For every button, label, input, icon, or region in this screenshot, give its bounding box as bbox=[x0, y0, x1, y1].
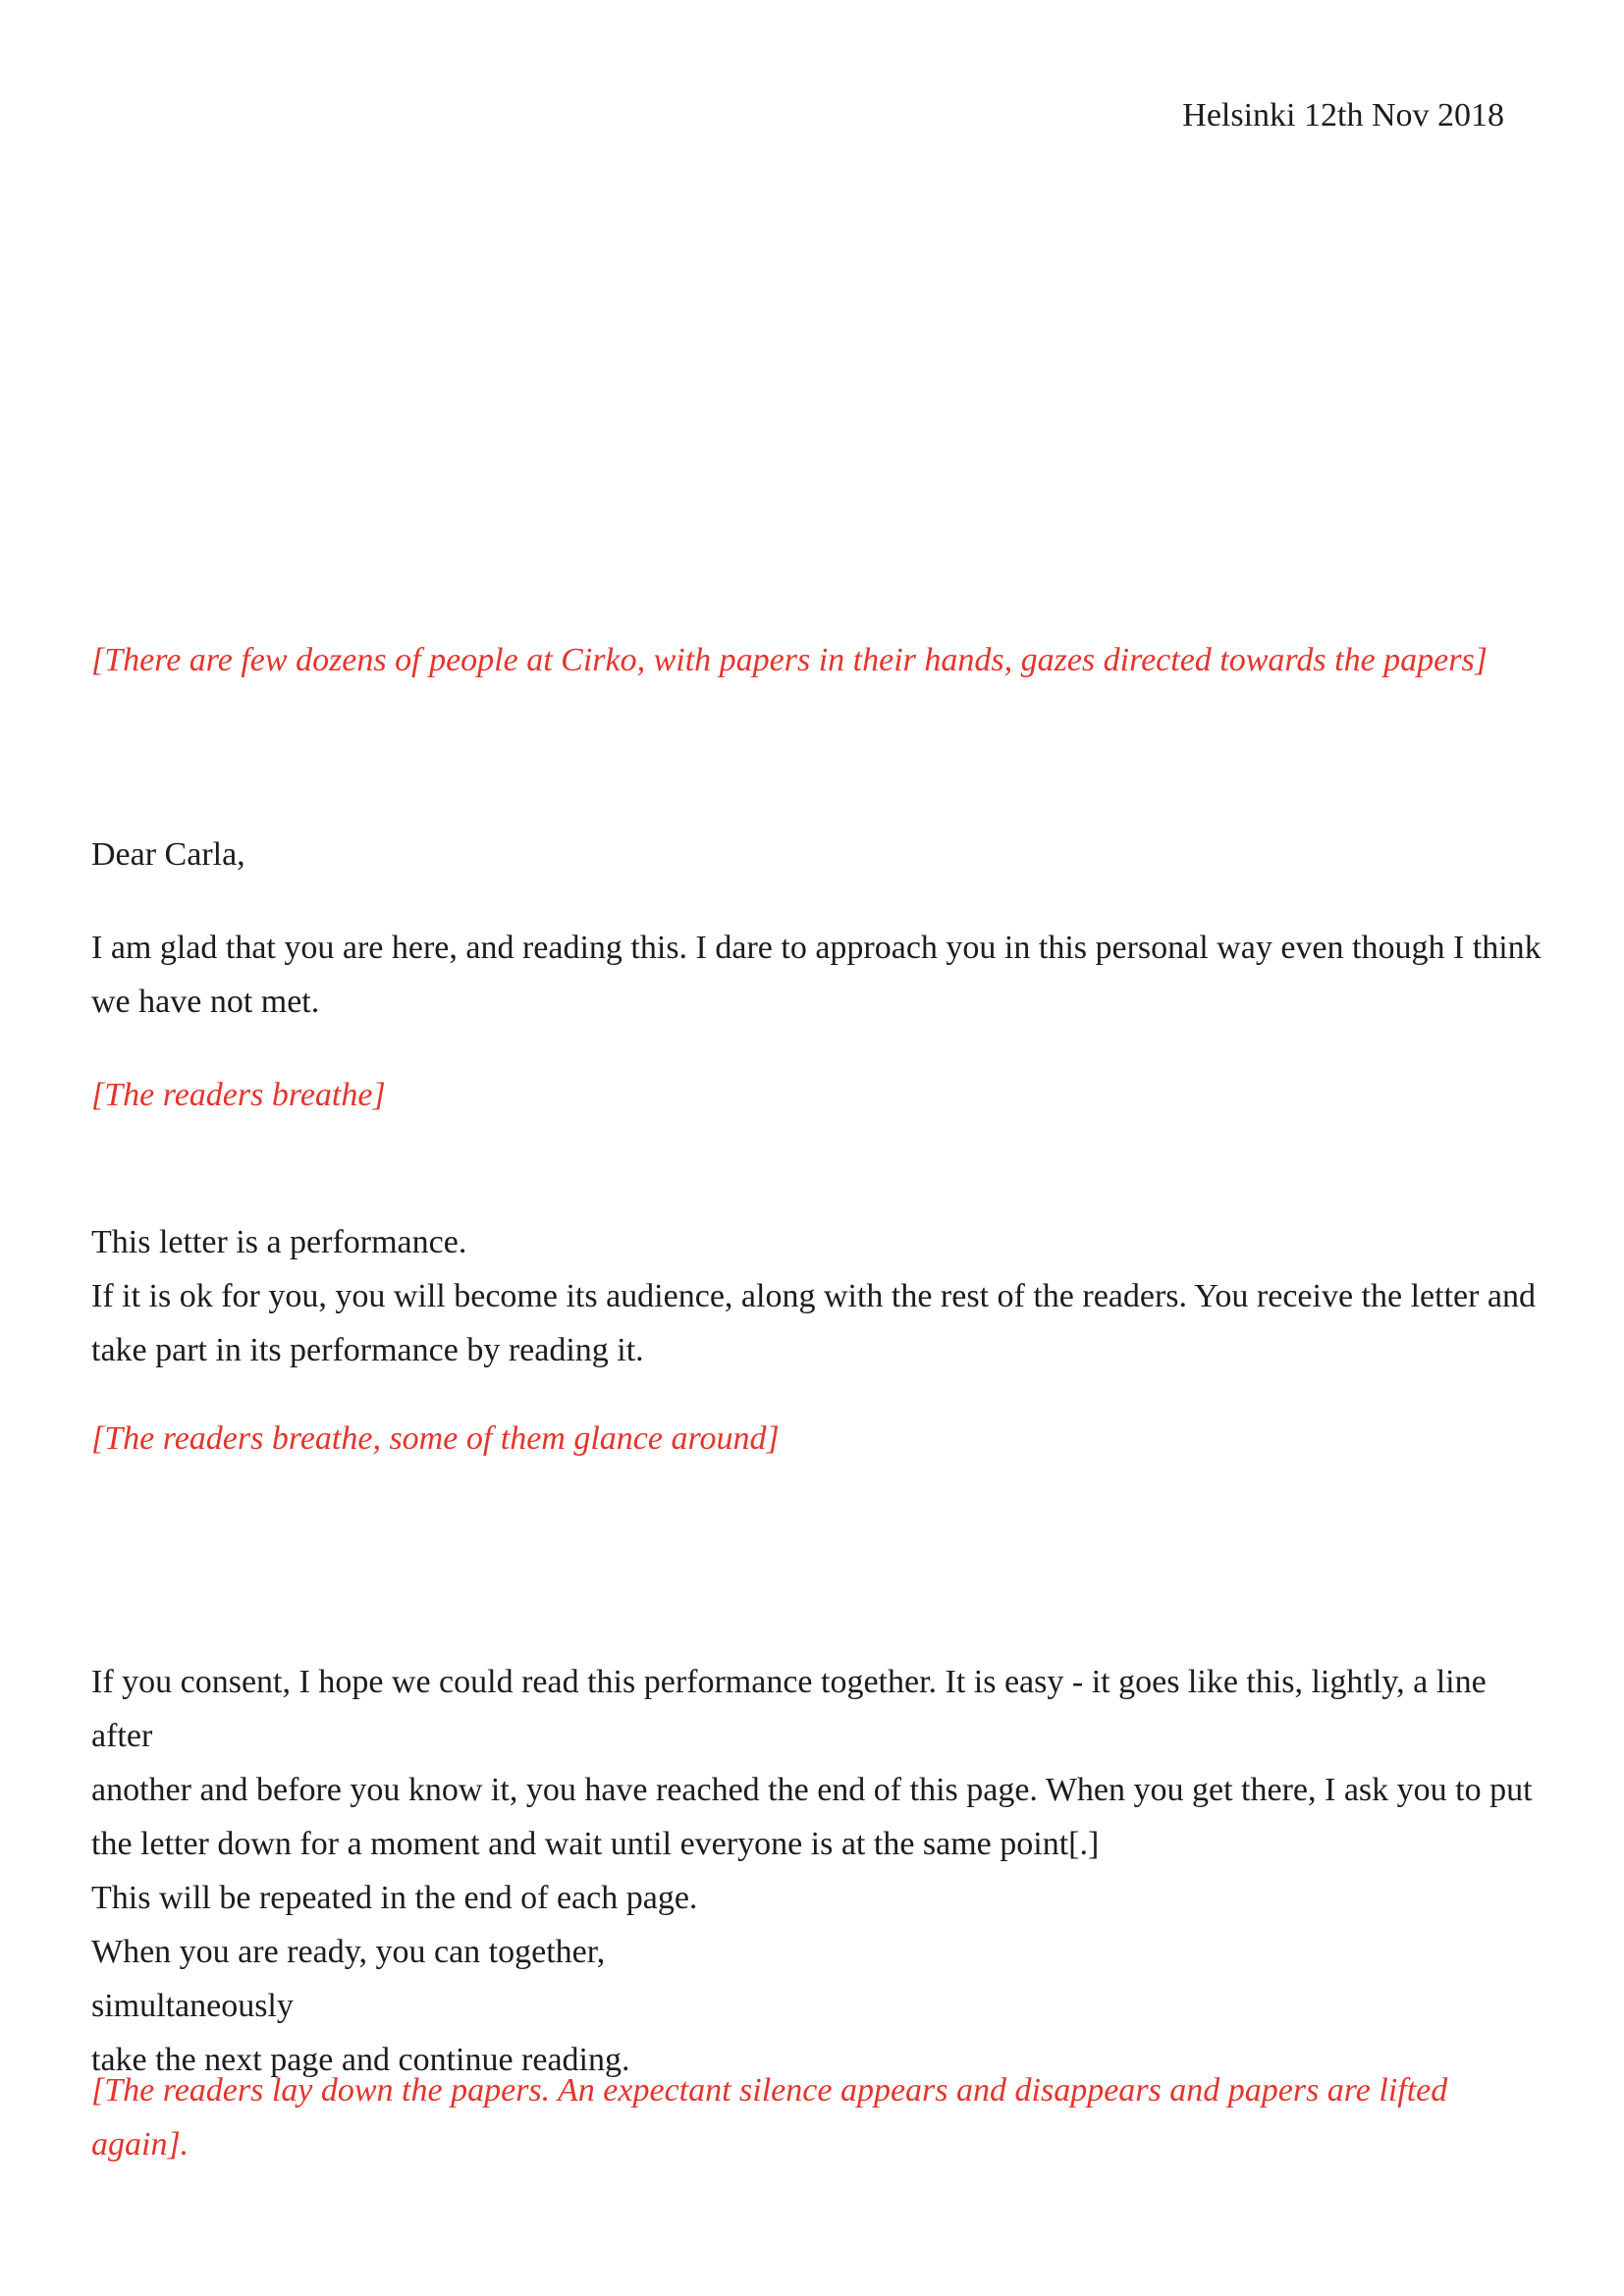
stage-direction-closing: [The readers lay down the papers. An expectant silence appears and disappears and papers are lifted again]. bbox=[91, 2072, 1448, 2163]
paragraph-line: When you are ready, you can together, bbox=[91, 1934, 606, 1970]
paragraph-line: This will be repeated in the end of each page. bbox=[91, 1880, 698, 1916]
paragraph-line: another and before you know it, you have reached the end of this page. When you get there, I ask you to put bbox=[91, 1772, 1533, 1808]
paragraph-line: If you consent, I hope we could read this performance together. It is easy - it goes like this, lightly, a line after bbox=[91, 1664, 1487, 1754]
paragraph-line: take the next page and continue reading. bbox=[91, 2042, 630, 2078]
paragraph-line: take part in its performance by reading it. bbox=[91, 1332, 644, 1368]
date-line: Helsinki 12th Nov 2018 bbox=[1182, 97, 1504, 133]
paragraph-instructions bbox=[91, 1655, 1545, 2087]
stage-direction-glance: [The readers breathe, some of them glance around] bbox=[91, 1420, 780, 1457]
paragraph-line: This letter is a performance. bbox=[91, 1224, 467, 1260]
stage-direction-opening: [There are few dozens of people at Cirko, with papers in their hands, gazes directed towards the papers] bbox=[91, 642, 1488, 678]
paragraph-performance bbox=[91, 1215, 1545, 1377]
paragraph-intro bbox=[91, 921, 1545, 1029]
stage-direction-breathe: [The readers breathe] bbox=[91, 1077, 386, 1113]
paragraph-line: simultaneously bbox=[91, 1988, 294, 2024]
salutation: Dear Carla, bbox=[91, 836, 245, 873]
paragraph-line: If it is ok for you, you will become its audience, along with the rest of the readers. You receive the letter and bbox=[91, 1278, 1537, 1314]
paragraph-line: the letter down for a moment and wait until everyone is at the same point[.] bbox=[91, 1826, 1100, 1862]
paragraph-line: I am glad that you are here, and reading this. I dare to approach you in this personal way even though I think bbox=[91, 930, 1542, 966]
paragraph-line: we have not met. bbox=[91, 984, 320, 1020]
